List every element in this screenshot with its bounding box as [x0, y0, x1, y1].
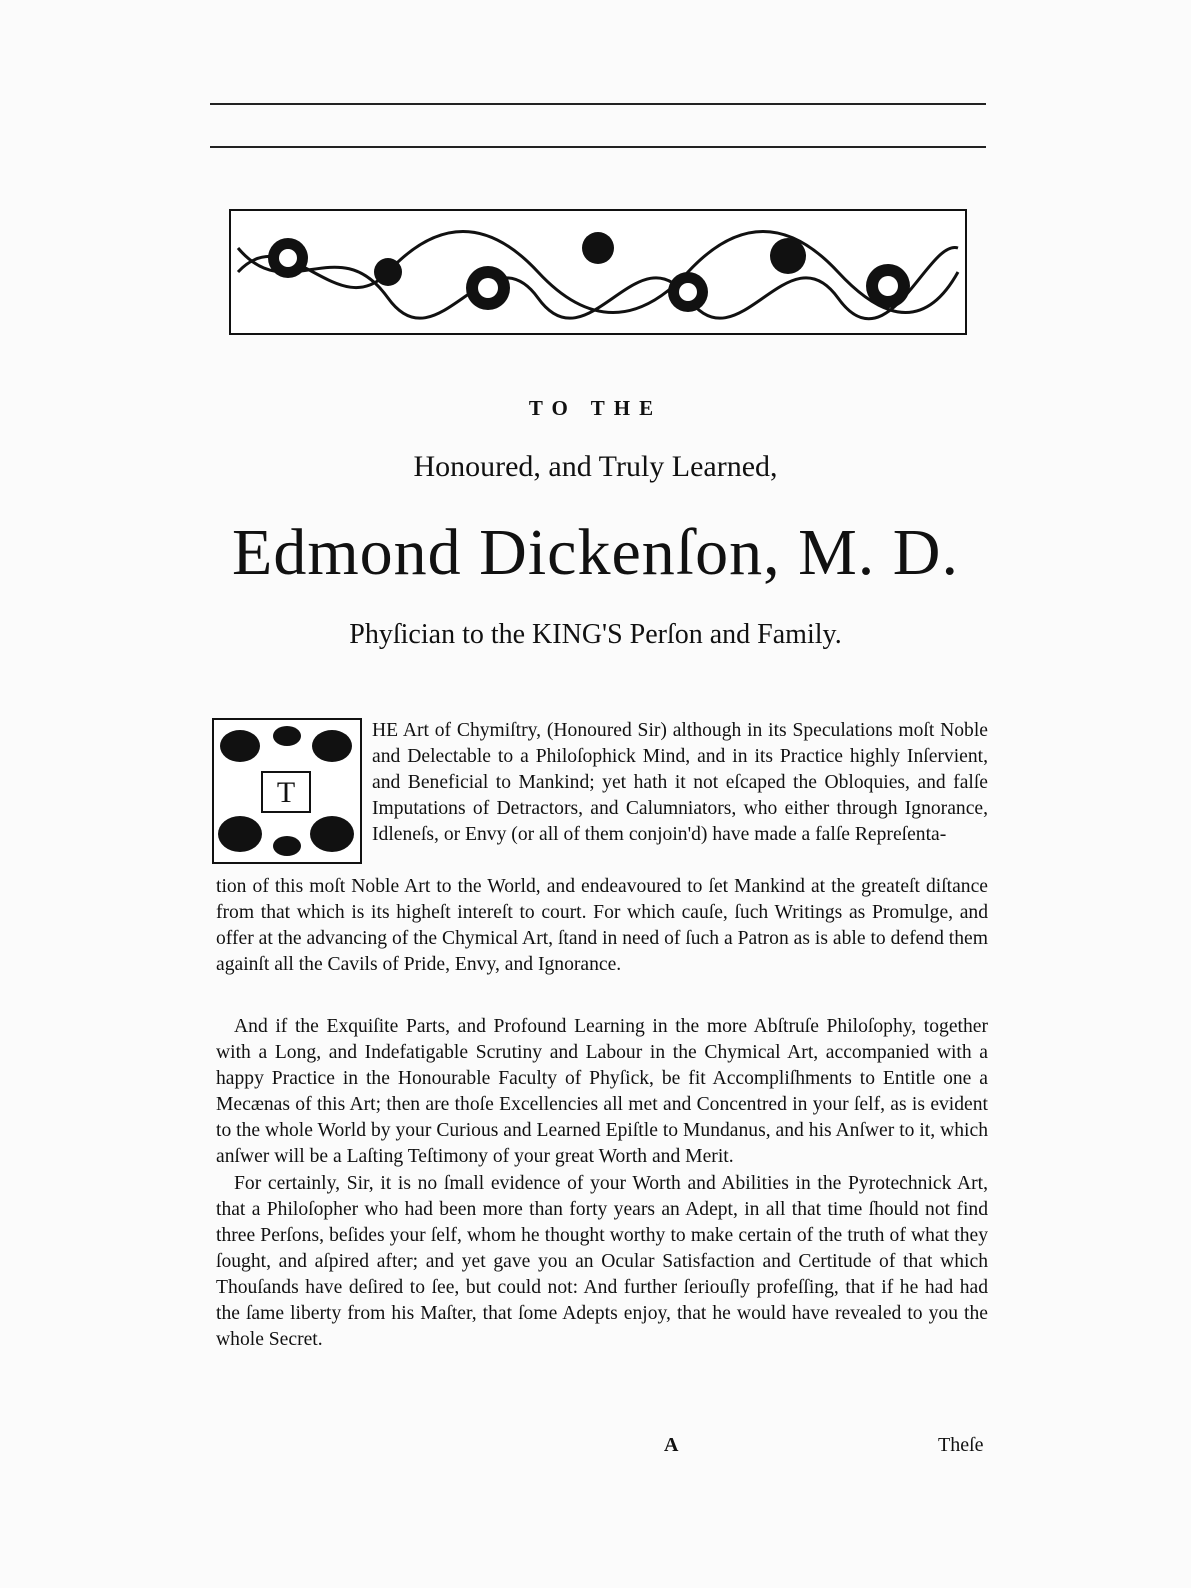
paragraph-1-top: HE Art of Chymiſtry, (Honoured Sir) although in its Speculations moſt Noble and Delectable to a Philoſophick Mind, and in its Practice highly Inſervient, and Beneficial to Mankind; yet hath it not eſcaped the Obloquies, and falſe Imputations of Detractors, and Calumniators, who either through Ignorance, Idleneſs, or Envy (or all of them conjoin'd) have made a falſe Repreſenta- — [372, 720, 988, 845]
decorated-initial — [212, 718, 362, 864]
paragraph-2: And if the Exquiſite Parts, and Profound Learning in the more Abſtruſe Philoſophy, together with a Long, and Indefatigable Scrutiny and Labour in the Chymical Art, accompanied with a happy Practice in the Honourable Faculty of Phyſick, be fit Accompliſhments to Entitle one a Mecænas of this Art; then are thoſe Excellencies all met and Concentred in your ſelf, as is evident to the whole World by your Curious and Learned Epiſtle to Mundanus, and his Anſwer to it, which anſwer will be a Laſting Teſtimony of your great Worth and Merit. — [216, 1016, 988, 1167]
dedicatee-title: Phyſician to the KING'S Perſon and Family. — [349, 619, 842, 650]
dedication-to-the: TO THE — [528, 396, 663, 420]
catchword: Theſe — [938, 1434, 984, 1456]
dedication-honoured-line: Honoured, and Truly Learned, — [413, 450, 778, 483]
ornamental-headpiece — [228, 208, 968, 336]
signature-mark: A — [664, 1434, 679, 1456]
paragraph-3: For certainly, Sir, it is no ſmall evidence of your Worth and Abilities in the Pyrotechnick Art, that a Philoſopher who had been more than forty years an Adept, in all that time ſhould not find three Perſons, beſides your ſelf, whom he thought worthy to make certain of the truth of what they ſought, and aſpired after; and yet gave you an Ocular Satisfaction and Certitude of that which Thouſands have deſired to ſee, but could not: And further ſeriouſly profeſſing, that if he had had the ſame liberty from his Maſter, that ſome Adepts enjoy, that he would have revealed to you the whole Secret. — [216, 1173, 988, 1350]
initial-letter: T — [276, 776, 296, 809]
second-rule — [210, 146, 986, 148]
paragraph-1-bottom: tion of this moſt Noble Art to the World, and endeavoured to ſet Mankind at the greateſt diſtance from that which is its higheſt intereſt to court. For which cauſe, ſuch Writings as Promulge, and offer at the advancing of the Chymical Art, ſtand in need of ſuch a Patron as is able to defend them againſt all the Cavils of Pride, Envy, and Ignorance. — [216, 876, 988, 975]
dedicatee-name: Edmond Dickenſon, M. D. — [232, 516, 959, 589]
top-rule — [210, 103, 986, 105]
